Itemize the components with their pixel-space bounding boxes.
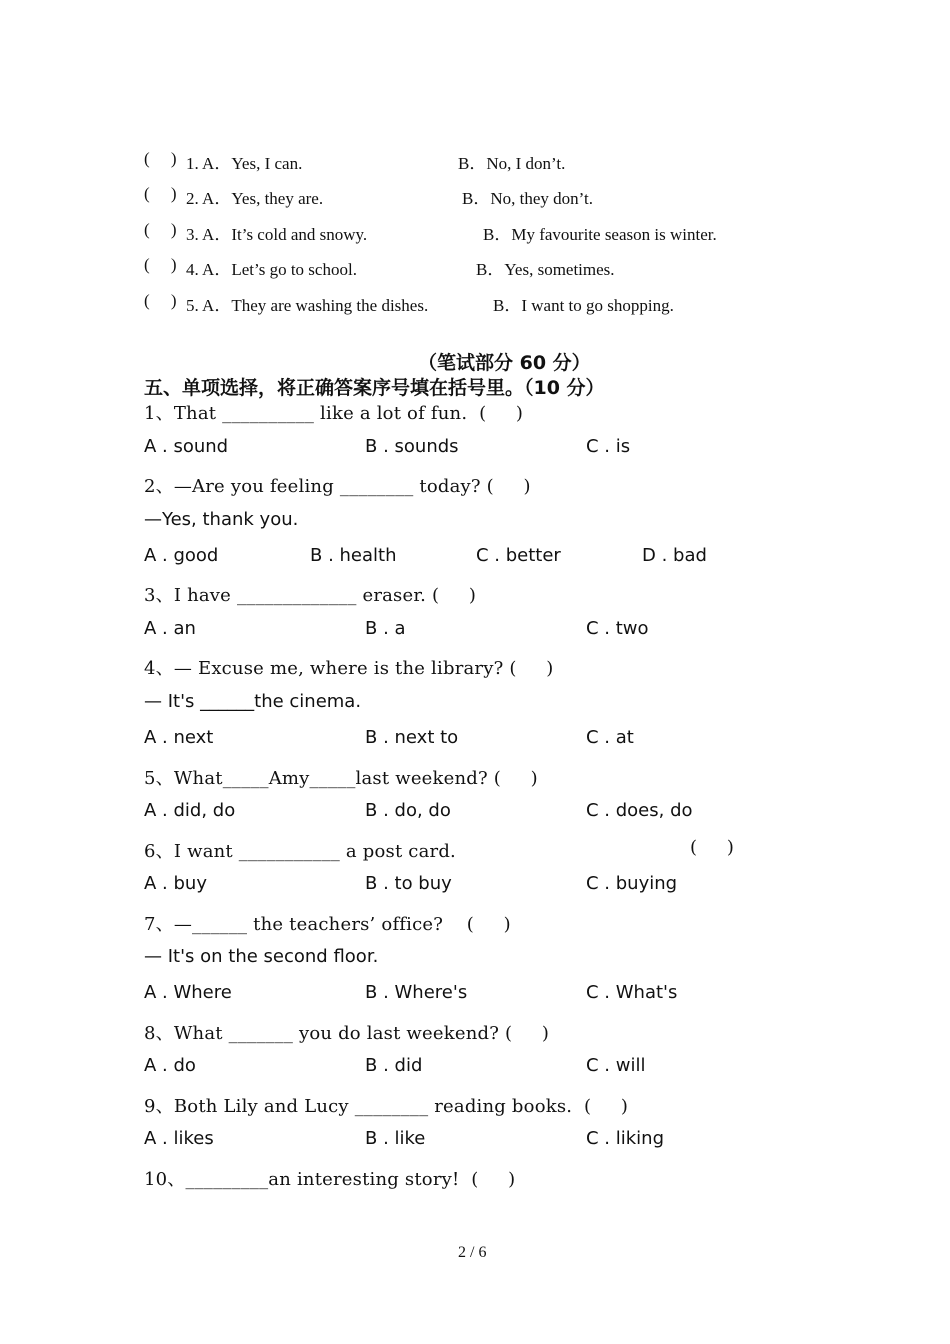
question-7: 7、—______ the teachers’ office? ( ): [144, 914, 511, 935]
option-a: A . likes: [144, 1128, 214, 1149]
option-a: 1. A．Yes, I can.: [186, 154, 303, 173]
option-a: A . sound: [144, 436, 229, 457]
option-b: B．I want to go shopping.: [493, 296, 674, 315]
option-a: 4. A．Let’s go to school.: [186, 260, 357, 279]
question-5: 5、What_____Amy_____last weekend? ( ): [144, 768, 538, 789]
option-c: C . is: [586, 436, 631, 457]
question-8: 8、What _______ you do last weekend? ( ): [144, 1023, 550, 1044]
question-1: 1、That __________ like a lot of fun. ( ): [144, 403, 524, 424]
option-a: 5. A．They are washing the dishes.: [186, 296, 429, 315]
option-b: B．My favourite season is winter.: [483, 225, 717, 244]
option-b: B．No, I don’t.: [458, 154, 566, 173]
option-a: A . Where: [144, 982, 232, 1003]
question-reply: —Yes, thank you.: [144, 509, 299, 530]
option-b: B . health: [310, 545, 397, 566]
section-title: 五、单项选择，将正确答案序号填在括号里。（10 分）: [144, 377, 605, 399]
option-a: 2. A．Yes, they are.: [186, 189, 324, 208]
answer-bracket: ( ): [144, 291, 177, 310]
option-a: A . do: [144, 1055, 196, 1076]
page-number: 2 / 6: [458, 1244, 487, 1261]
option-a: A . next: [144, 727, 214, 748]
question-9: 9、Both Lily and Lucy ________ reading books. ( ): [144, 1096, 629, 1117]
question-6: 6、I want ___________ a post card.: [144, 841, 456, 862]
option-b: B．No, they don’t.: [462, 189, 593, 208]
option-b: B . did: [365, 1055, 423, 1076]
answer-bracket: ( ): [144, 184, 177, 203]
option-c: C . at: [586, 727, 634, 748]
option-c: C . does, do: [586, 800, 693, 821]
answer-bracket: ( ): [690, 837, 735, 858]
option-b: B . a: [365, 618, 406, 639]
question-10: 10、_________an interesting story! ( ): [144, 1169, 516, 1190]
option-a: A . did, do: [144, 800, 236, 821]
option-b: B . sounds: [365, 436, 459, 457]
question-2: 2、—Are you feeling ________ today? ( ): [144, 476, 531, 497]
question-4: 4、— Excuse me, where is the library? ( ): [144, 658, 554, 679]
option-c: C . will: [586, 1055, 646, 1076]
option-b: B．Yes, sometimes.: [476, 260, 615, 279]
question-reply: — It's ______the cinema.: [144, 691, 362, 712]
question-reply: — It's on the second floor.: [144, 946, 379, 967]
option-a: A . an: [144, 618, 196, 639]
option-b: B . Where's: [365, 982, 468, 1003]
option-c: C . better: [476, 545, 561, 566]
written-part-header: （笔试部分 60 分）: [418, 352, 591, 374]
option-b: B . do, do: [365, 800, 451, 821]
option-c: C . two: [586, 618, 649, 639]
option-c: C . buying: [586, 873, 678, 894]
answer-bracket: ( ): [144, 255, 177, 274]
option-c: C . liking: [586, 1128, 664, 1149]
option-b: B . next to: [365, 727, 459, 748]
answer-bracket: ( ): [144, 220, 177, 239]
option-c: C . What's: [586, 982, 678, 1003]
option-a: 3. A．It’s cold and snowy.: [186, 225, 368, 244]
option-a: A . buy: [144, 873, 207, 894]
option-d: D . bad: [642, 545, 707, 566]
option-a: A . good: [144, 545, 219, 566]
option-b: B . like: [365, 1128, 426, 1149]
answer-bracket: ( ): [144, 149, 177, 168]
option-b: B . to buy: [365, 873, 452, 894]
question-3: 3、I have _____________ eraser. ( ): [144, 585, 477, 606]
